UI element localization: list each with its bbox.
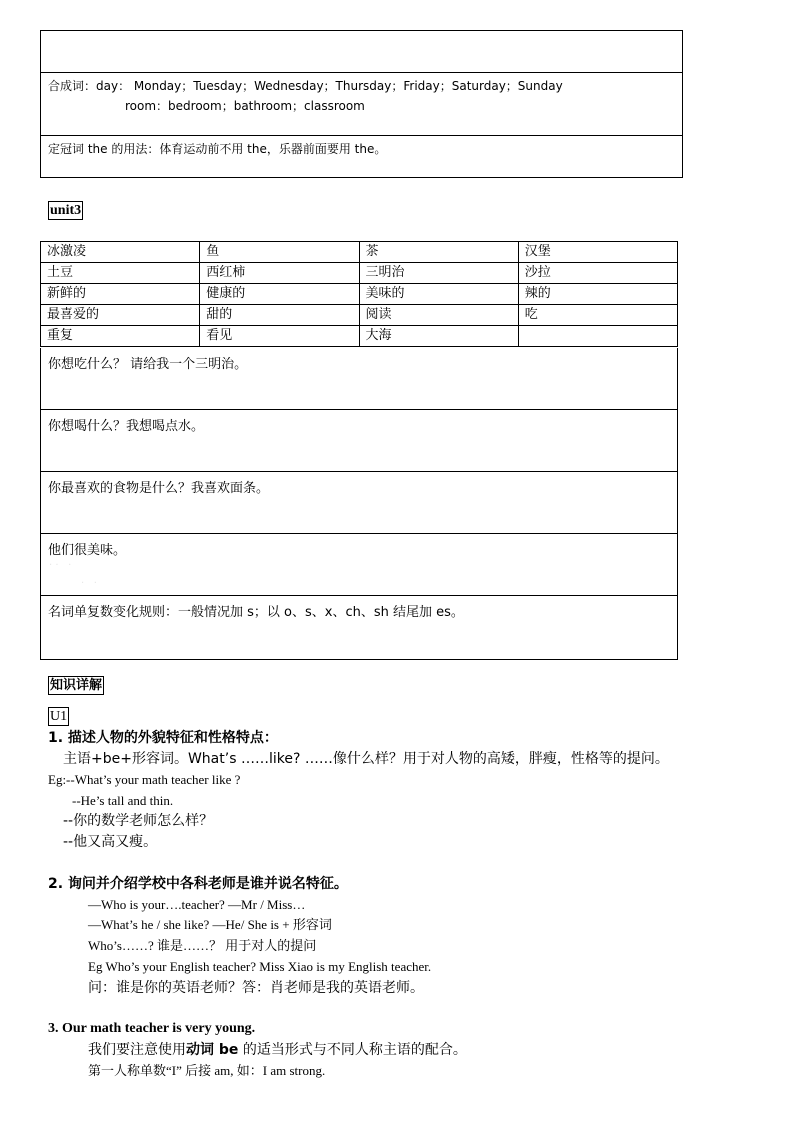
- section-2-title: 2. 询问并介绍学校中各科老师是谁并说名特征。: [48, 876, 348, 892]
- sentence-text: 你想喝什么？我想喝点水。: [48, 419, 205, 434]
- vocab-cell: 西红柿: [200, 263, 359, 284]
- section-2-line: Who’s……? 谁是……？ 用于对人的提问: [88, 938, 317, 953]
- vocab-cell: [518, 326, 677, 347]
- vocab-cell: 土豆: [41, 263, 200, 284]
- vocab-row: [41, 242, 678, 263]
- vocab-row: [41, 326, 678, 347]
- vocab-cell: 冰激凌: [41, 242, 200, 263]
- section-1-example-q: Eg:--What’s your math teacher like ?: [48, 772, 241, 787]
- vocab-row: [41, 305, 678, 326]
- compound-words-days: 合成词：day： Monday；Tuesday；Wednesday；Thursday；Friday；Saturday；Sunday: [48, 79, 563, 93]
- section-2-line: 问：谁是你的英语老师？答：肖老师是我的英语老师。: [88, 980, 424, 996]
- row-divider: [41, 72, 682, 73]
- sentence-text: 他们很美味。: [48, 543, 127, 558]
- vocab-cell: 美味的: [359, 284, 518, 305]
- article-rule: 定冠词 the 的用法：体育运动前不用 the，乐器前面要用 the。: [48, 142, 387, 156]
- section-1-example-q-zh: --你的数学老师怎么样？: [63, 813, 214, 829]
- faint-mark: · · ·: [49, 560, 72, 571]
- vocab-cell: 吃: [518, 305, 677, 326]
- sentence-row: [41, 472, 677, 534]
- faint-mark: · ·: [81, 578, 97, 589]
- sentence-text: 你最喜欢的食物是什么？我喜欢面条。: [48, 481, 270, 496]
- vocab-cell: 大海: [359, 326, 518, 347]
- vocab-cell: 重复: [41, 326, 200, 347]
- section-2-line: —What’s he / she like? —He/ She is + 形容词: [88, 917, 332, 932]
- sentence-row: [41, 410, 677, 472]
- vocab-cell: 鱼: [200, 242, 359, 263]
- section-2-line: —Who is your….teacher? —Mr / Miss…: [88, 897, 306, 912]
- unit3-tag: unit3: [50, 203, 82, 218]
- vocab-cell: 看见: [200, 326, 359, 347]
- unit3-vocab-table: [40, 241, 678, 347]
- vocab-cell: 甜的: [200, 305, 359, 326]
- sentence-row: [41, 534, 677, 596]
- sentence-row: [41, 596, 677, 659]
- vocab-cell: 阅读: [359, 305, 518, 326]
- section-3-line: 第一人称单数“I” 后接 am, 如：I am strong.: [88, 1063, 326, 1078]
- vocab-cell: 茶: [359, 242, 518, 263]
- section-3-text: 我们要注意使用: [88, 1042, 186, 1058]
- section-1-example-a: --He’s tall and thin.: [72, 793, 174, 808]
- unit3-sentences-box: [40, 348, 678, 660]
- section-1-example-a-zh: --他又高又瘦。: [63, 834, 158, 850]
- section-3-line: [88, 1041, 467, 1059]
- section-3-text: 的适当形式与不同人称主语的配合。: [238, 1042, 467, 1058]
- vocab-cell: 沙拉: [518, 263, 677, 284]
- compound-words-rooms: room：bedroom；bathroom；classroom: [125, 99, 365, 113]
- knowledge-tag: 知识详解: [50, 678, 103, 693]
- section-3-title: 3. Our math teacher is very young.: [48, 1021, 256, 1036]
- vocab-row: [41, 284, 678, 305]
- sentence-text: 名词单复数变化规则：一般情况加 s；以 o、s、x、ch、sh 结尾加 es。: [48, 605, 464, 620]
- vocab-cell: 健康的: [200, 284, 359, 305]
- vocab-cell: 汉堡: [518, 242, 677, 263]
- vocab-cell: 辣的: [518, 284, 677, 305]
- compound-words-box: [40, 30, 683, 178]
- vocab-cell: 最喜爱的: [41, 305, 200, 326]
- section-1-title: 1. 描述人物的外貌特征和性格特点：: [48, 730, 278, 746]
- vocab-cell: 三明治: [359, 263, 518, 284]
- vocab-row: [41, 263, 678, 284]
- vocab-cell: 新鲜的: [41, 284, 200, 305]
- section-1-rule: 主语+be+形容词。What’s ……like? ……像什么样？用于对人物的高矮，胖瘦，性格等的提问。: [63, 751, 669, 767]
- row-divider: [41, 135, 682, 136]
- u1-tag: U1: [50, 709, 68, 724]
- section-3-verb-be: 动词 be: [186, 1042, 239, 1058]
- sentence-text: 你想吃什么？ 请给我一个三明治。: [48, 357, 248, 372]
- section-2-line: Eg Who’s your English teacher? Miss Xiao is my English teacher.: [88, 959, 432, 974]
- sentence-row: [41, 348, 677, 410]
